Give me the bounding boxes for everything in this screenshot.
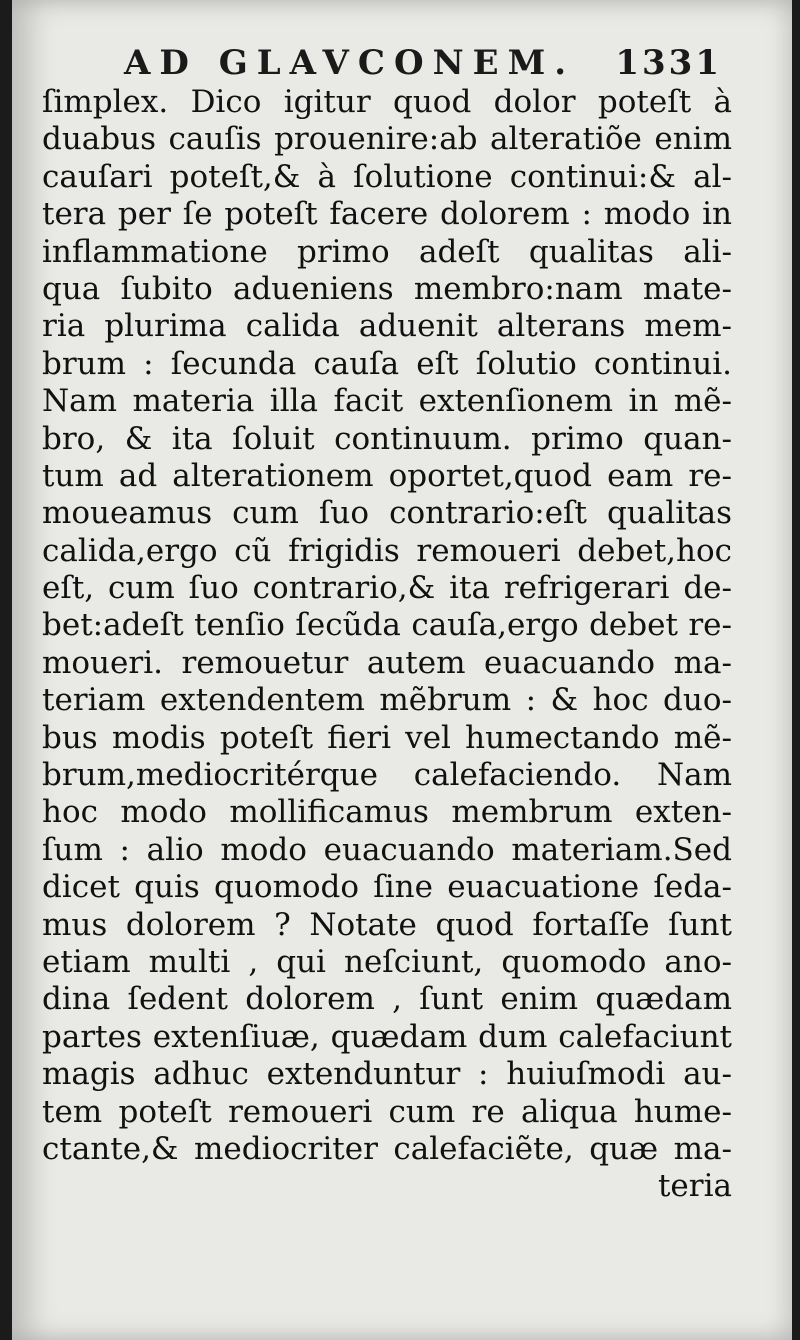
text-line: eſt, cum ſuo contrario,& ita refrigerari de- [42,570,732,607]
text-line: brum,mediocritérque calefaciendo. Nam [42,757,732,794]
text-line: brum : ſecunda cauſa eſt ſolutio continui. [42,345,732,382]
text-line: mus dolorem ? Notate quod fortaſſe ſunt [42,906,732,943]
text-line: hoc modo mollificamus membrum exten- [42,794,732,831]
catchword: teria [657,1168,732,1205]
text-line: dina ſedent dolorem , ſunt enim quædam [42,981,732,1018]
text-line: tum ad alterationem oportet,quod eam re- [42,457,732,494]
book-page [12,0,792,1340]
body-text [42,84,732,1206]
text-line: calida,ergo cũ frigidis remoueri debet,hoc [42,532,732,569]
text-line: moueri. remouetur autem euacuando ma- [42,644,732,681]
text-line: Nam materia illa facit extenſionem in mẽ- [42,383,732,420]
text-line: tem poteſt remoueri cum re aliqua hume- [42,1093,732,1130]
text-line: etiam multi , qui neſciunt, quomodo ano- [42,943,732,980]
text-line: teriam extendentem mẽbrum : & hoc duo- [42,682,732,719]
text-line: ctante,& mediocriter calefaciẽte, quæ ma- [42,1130,732,1167]
text-line: bet:adeſt tenſio ſecũda cauſa,ergo debet re- [42,607,732,644]
text-line: duabus cauſis prouenire:ab alteratiõe enim [42,121,732,158]
page-number: 1331 [615,43,722,83]
running-head: AD GLAVCONEM. [124,43,576,83]
text-line: moueamus cum ſuo contrario:eſt qualitas [42,495,732,532]
text-line: dicet quis quomodo ſine euacuatione ſeda- [42,869,732,906]
text-line: ſimplex. Dico igitur quod dolor poteſt à [42,84,732,120]
text-line: magis adhuc extenduntur : huiuſmodi au- [42,1056,732,1093]
text-line: inflammatione primo adeſt qualitas ali- [42,233,732,270]
text-line: bro, & ita ſoluit continuum. primo quan- [42,420,732,457]
text-line: ſum : alio modo euacuando materiam.Sed [42,831,732,868]
text-line: tera per ſe poteſt facere dolorem : modo in [42,196,732,233]
text-line: ria plurima calida aduenit alterans mem- [42,308,732,345]
text-line: cauſari poteſt,& à ſolutione continui:& al- [42,158,732,195]
page-header [12,38,792,88]
text-line: bus modis poteſt fieri vel humectando mẽ- [42,719,732,756]
text-line: qua ſubito adueniens membro:nam mate- [42,270,732,307]
text-line: partes extenſiuæ, quædam dum calefaciunt [42,1018,732,1055]
